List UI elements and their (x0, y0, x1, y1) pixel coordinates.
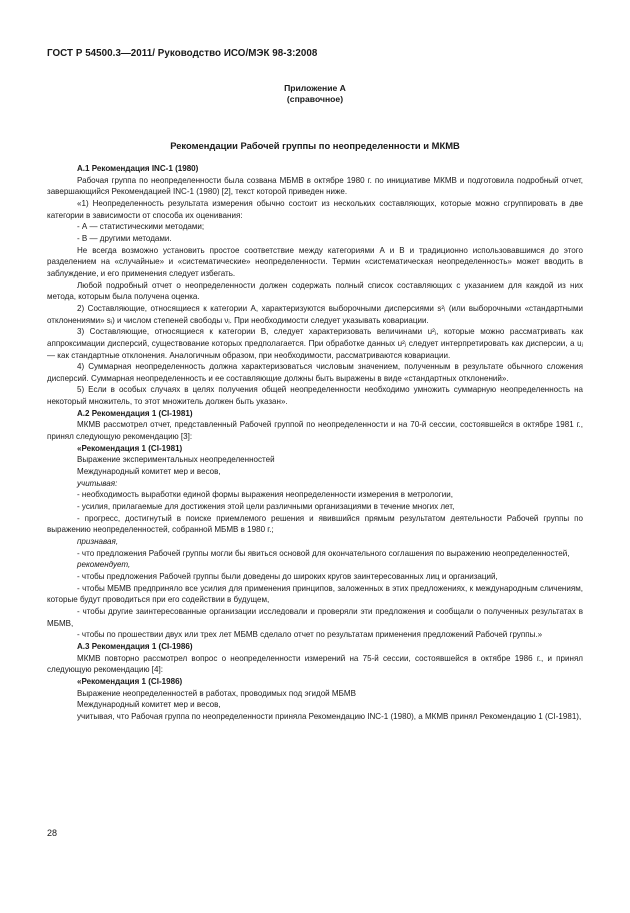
paragraph: - необходимость выработки единой формы выражения неопределенности измерения в метрологии, (77, 490, 453, 500)
paragraph: А.1 Рекомендация INC-1 (1980) (77, 164, 199, 173)
paragraph: А.3 Рекомендация 1 (CI-1986) (77, 641, 193, 651)
paragraph: - чтобы по прошествии двух или трех лет МБМВ сделало отчет по результатам применения предложений Рабочей группы.» (77, 630, 543, 640)
paragraph: учитывая: (77, 478, 118, 488)
paragraph: 4) Суммарная неопределенность должна характеризоваться числовым значением, полученным в результате обычного сложения дисперсий. Суммарная неопределенность и ее составляющие должны быть выражены в виде «стандартных отклонений». (47, 362, 583, 383)
section-title: Рекомендации Рабочей группы по неопределенности и МКМВ (170, 140, 460, 151)
paragraph: - чтобы предложения Рабочей группы были доведены до широких кругов заинтересованных лиц и организаций, (77, 571, 498, 581)
document-body (47, 163, 583, 723)
paragraph: МКМВ рассмотрел отчет, представленный Рабочей группой по неопределенности и на 70-й сессии, состоявшейся в октябре 1981 г., принял следующую рекомендацию [3]: (47, 420, 583, 442)
paragraph: - чтобы МБМВ предприняло все усилия для применения принципов, заложенных в этих предложениях, к международным сличениям, которые будут проводиться при его содействии в будущем, (47, 583, 583, 605)
paragraph: - прогресс, достигнутый в поиске приемлемого решения и явившийся прямым результатом деятельности Рабочей группы по выражению неопределенностей, собранной МБМВ в 1980 г.; (47, 513, 583, 535)
paragraph: Не всегда возможно установить простое соответствие между категориями А и В и традиционно использовавшимся до этого разделением на «случайные» и «систематические» неопределенности. Термин «систематическая неопределенность» может вводить в заблуждение, и его применения следует избегать. (47, 245, 583, 278)
paragraph: Рабочая группа по неопределенности была созвана МБМВ в октябре 1980 г. по инициативе МКМВ и подготовила подробный отчет, завершающийся Рекомендацией INC-1 (1980) [2], текст которой приведен ниже. (47, 175, 583, 197)
paragraph: рекомендует, (77, 560, 131, 570)
paragraph: Любой подробный отчет о неопределенности должен содержать полный список составляющих с указанием для каждой из них метода, которым была получена оценка. (47, 280, 583, 302)
paragraph: Международный комитет мер и весов, (77, 700, 221, 710)
paragraph: - усилия, прилагаемые для достижения этой цели различными организациями в течение многих лет, (77, 502, 455, 512)
paragraph: 3) Составляющие, относящиеся к категории В, следует характеризовать величинами u²ⱼ, которые можно рассматривать как аппроксимации дисперсий, существование которых предполагается. При обработке данных u²ⱼ следует интерпретировать как дисперсии, а uⱼ — как стандартные отклонения. Аналогичным образом, при необходимости, рассматриваются ковариации. (47, 327, 583, 360)
paragraph: «Рекомендация 1 (CI-1986) (77, 676, 183, 686)
paragraph: «1) Неопределенность результата измерения обычно состоит из нескольких составляющих, которые можно сгруппировать в две категории в зависимости от способа их оценивания: (47, 198, 583, 220)
paragraph: Выражение неопределенностей в работах, проводимых под эгидой МБМВ (77, 688, 356, 698)
paragraph: МКМВ повторно рассмотрел вопрос о неопределенности измерений на 75-й сессии, состоявшейся в октябре 1986 г., и принял следующую рекомендацию [4]: (47, 653, 583, 675)
document-header: ГОСТ Р 54500.3—2011/ Руководство ИСО/МЭК 98-3:2008 (47, 48, 318, 59)
paragraph: Выражение экспериментальных неопределенностей (77, 455, 275, 465)
paragraph: учитывая, что Рабочая группа по неопределенности приняла Рекомендацию INC-1 (1980), а МКМВ принял Рекомендацию 1 (CI-1981), (77, 711, 582, 721)
annex-title: Приложение А (284, 83, 346, 93)
paragraph: признавая, (77, 537, 119, 546)
annex-note: (справочное) (286, 94, 344, 104)
paragraph: - чтобы другие заинтересованные организации исследовали и проверяли эти предложения и сообщали о полученных результатах в МБМВ, (47, 606, 583, 628)
paragraph: 2) Составляющие, относящиеся к категории А, характеризуются выборочными дисперсиями s²ᵢ (или выборочными «стандартными отклонениями» sᵢ) и числом степеней свободы νᵢ. При необходимости следует указывать ковариации. (47, 303, 583, 325)
paragraph: А.2 Рекомендация 1 (CI-1981) (77, 408, 193, 418)
paragraph: - что предложения Рабочей группы могли бы явиться основой для окончательного соглашения по выражению неопределенностей, (77, 548, 570, 558)
paragraph: - А — статистическими методами; (77, 222, 205, 232)
page-number: 28 (47, 828, 58, 838)
paragraph: - В — другими методами. (77, 233, 172, 243)
paragraph: 5) Если в особых случаях в целях получения общей неопределенности необходимо умножить суммарную неопределенность на некоторый множитель, то этот множитель должен быть указан». (47, 385, 583, 407)
paragraph: «Рекомендация 1 (CI-1981) (77, 443, 183, 453)
paragraph: Международный комитет мер и весов, (77, 467, 221, 477)
